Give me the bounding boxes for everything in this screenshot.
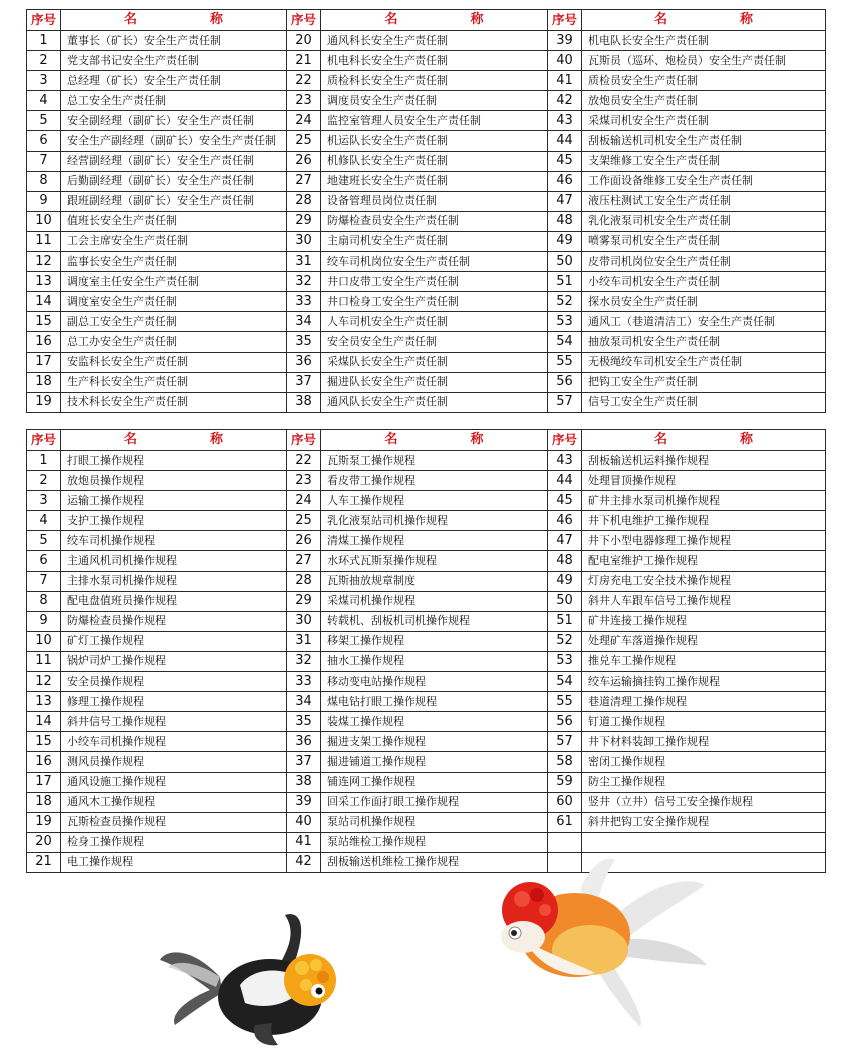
row-number: 40 (548, 51, 582, 71)
row-title: 竖井（立井）信号工安全操作规程 (582, 792, 826, 812)
header-name: 名 称 (321, 10, 548, 31)
row-title: 乳化液泵站司机操作规程 (321, 511, 548, 531)
row-title: 泵站司机操作规程 (321, 812, 548, 832)
row-number: 10 (27, 631, 61, 651)
row-title: 运输工操作规程 (61, 491, 287, 511)
header-name: 名 称 (582, 10, 826, 31)
row-title: 抽水工操作规程 (321, 651, 548, 671)
row-title: 皮带司机岗位安全生产责任制 (582, 252, 826, 272)
row-number: 5 (27, 531, 61, 551)
row-title: 处理矿车落道操作规程 (582, 631, 826, 651)
row-number: 8 (27, 591, 61, 611)
table-row (27, 571, 826, 591)
header-num: 序号 (27, 10, 61, 31)
row-title: 防尘工操作规程 (582, 772, 826, 792)
row-number: 12 (27, 672, 61, 692)
row-title: 设备管理员岗位责任制 (321, 191, 548, 211)
row-number: 36 (287, 352, 321, 372)
table-row (27, 392, 826, 412)
row-title: 斜井人车跟车信号工操作规程 (582, 591, 826, 611)
table-row (27, 692, 826, 712)
row-number: 37 (287, 752, 321, 772)
row-number: 26 (287, 151, 321, 171)
row-title: 刮板输送机运料操作规程 (582, 451, 826, 471)
row-title: 瓦斯检查员操作规程 (61, 812, 287, 832)
row-title: 技术科长安全生产责任制 (61, 392, 287, 412)
table-row (27, 732, 826, 752)
row-number: 6 (27, 551, 61, 571)
header-num: 序号 (287, 10, 321, 31)
row-number: 9 (27, 191, 61, 211)
row-number: 50 (548, 252, 582, 272)
row-title: 防爆检查员安全生产责任制 (321, 211, 548, 231)
row-number: 15 (27, 312, 61, 332)
row-title: 监控室管理人员安全生产责任制 (321, 111, 548, 131)
row-number: 3 (27, 71, 61, 91)
row-title: 移架工操作规程 (321, 631, 548, 651)
row-title: 人车工操作规程 (321, 491, 548, 511)
row-number: 32 (287, 651, 321, 671)
row-number: 35 (287, 332, 321, 352)
table-row (27, 332, 826, 352)
row-number: 17 (27, 772, 61, 792)
row-title: 锅炉司炉工操作规程 (61, 651, 287, 671)
header-num: 序号 (287, 430, 321, 451)
row-number: 20 (27, 832, 61, 852)
row-title: 看皮带工操作规程 (321, 471, 548, 491)
row-number: 4 (27, 511, 61, 531)
row-title: 斜井把钩工安全操作规程 (582, 812, 826, 832)
row-number: 19 (27, 392, 61, 412)
row-number: 34 (287, 312, 321, 332)
table-row (27, 471, 826, 491)
row-title: 支护工操作规程 (61, 511, 287, 531)
row-title: 装煤工操作规程 (321, 712, 548, 732)
row-number: 44 (548, 131, 582, 151)
row-title: 掘进铺道工操作规程 (321, 752, 548, 772)
row-title: 机电科长安全生产责任制 (321, 51, 548, 71)
table-header-row (27, 10, 826, 31)
row-title: 矿井连接工操作规程 (582, 611, 826, 631)
row-number: 10 (27, 211, 61, 231)
row-number: 48 (548, 211, 582, 231)
row-number: 56 (548, 372, 582, 392)
table-row (27, 551, 826, 571)
table-row (27, 752, 826, 772)
row-number: 32 (287, 272, 321, 292)
table-row (27, 312, 826, 332)
table-row (27, 71, 826, 91)
row-title: 移动变电站操作规程 (321, 672, 548, 692)
row-title: 总工办安全生产责任制 (61, 332, 287, 352)
row-title: 监事长安全生产责任制 (61, 252, 287, 272)
row-number: 21 (287, 51, 321, 71)
row-number: 3 (27, 491, 61, 511)
row-title: 副总工安全生产责任制 (61, 312, 287, 332)
row-title: 主排水泵司机操作规程 (61, 571, 287, 591)
row-number: 60 (548, 792, 582, 812)
table-row (27, 211, 826, 231)
row-number: 1 (27, 451, 61, 471)
row-title: 调度室安全生产责任制 (61, 292, 287, 312)
row-number: 57 (548, 392, 582, 412)
row-number: 9 (27, 611, 61, 631)
header-num: 序号 (548, 10, 582, 31)
table-row (27, 111, 826, 131)
red-white-goldfish-illustration (495, 855, 710, 1030)
row-title: 总经理（矿长）安全生产责任制 (61, 71, 287, 91)
row-title: 瓦斯泵工操作规程 (321, 451, 548, 471)
row-title: 铺连网工操作规程 (321, 772, 548, 792)
table-row (27, 272, 826, 292)
black-white-goldfish-illustration (160, 905, 360, 1050)
row-number (548, 832, 582, 852)
row-number: 24 (287, 491, 321, 511)
table-row (27, 531, 826, 551)
row-title: 通风队长安全生产责任制 (321, 392, 548, 412)
row-number: 46 (548, 511, 582, 531)
row-title: 灯房充电工安全技术操作规程 (582, 571, 826, 591)
table-row (27, 812, 826, 832)
row-number: 54 (548, 672, 582, 692)
row-title: 井下机电维护工操作规程 (582, 511, 826, 531)
row-title (582, 832, 826, 852)
row-number: 6 (27, 131, 61, 151)
row-title: 电工操作规程 (61, 852, 287, 872)
row-number: 11 (27, 231, 61, 251)
row-title: 钉道工操作规程 (582, 712, 826, 732)
row-number: 61 (548, 812, 582, 832)
row-number: 41 (548, 71, 582, 91)
header-num: 序号 (27, 430, 61, 451)
row-number: 36 (287, 732, 321, 752)
row-title: 通风工（巷道清洁工）安全生产责任制 (582, 312, 826, 332)
row-title: 密闭工操作规程 (582, 752, 826, 772)
row-number: 24 (287, 111, 321, 131)
row-title: 绞车司机操作规程 (61, 531, 287, 551)
row-title: 主扇司机安全生产责任制 (321, 231, 548, 251)
header-name: 名 称 (61, 430, 287, 451)
row-title: 井口皮带工安全生产责任制 (321, 272, 548, 292)
row-title: 小绞车司机操作规程 (61, 732, 287, 752)
row-title: 采煤司机安全生产责任制 (582, 111, 826, 131)
row-number: 7 (27, 571, 61, 591)
row-title: 瓦斯抽放规章制度 (321, 571, 548, 591)
row-number: 31 (287, 631, 321, 651)
table-row (27, 191, 826, 211)
row-title: 通风科长安全生产责任制 (321, 31, 548, 51)
row-title: 掘进队长安全生产责任制 (321, 372, 548, 392)
row-number: 2 (27, 471, 61, 491)
row-title: 绞车司机岗位安全生产责任制 (321, 252, 548, 272)
table-row (27, 231, 826, 251)
header-name: 名 称 (321, 430, 548, 451)
row-number: 5 (27, 111, 61, 131)
table-row (27, 292, 826, 312)
row-title: 防爆检查员操作规程 (61, 611, 287, 631)
row-title: 无极绳绞车司机安全生产责任制 (582, 352, 826, 372)
row-title: 经营副经理（副矿长）安全生产责任制 (61, 151, 287, 171)
row-title: 处理冒顶操作规程 (582, 471, 826, 491)
row-title: 井下小型电器修理工操作规程 (582, 531, 826, 551)
row-title: 人车司机安全生产责任制 (321, 312, 548, 332)
table-row (27, 131, 826, 151)
row-number: 23 (287, 91, 321, 111)
row-title: 工作面设备维修工安全生产责任制 (582, 171, 826, 191)
row-number: 51 (548, 272, 582, 292)
row-title: 机运队长安全生产责任制 (321, 131, 548, 151)
table-row (27, 252, 826, 272)
row-title: 清煤工操作规程 (321, 531, 548, 551)
row-number: 39 (548, 31, 582, 51)
row-number: 30 (287, 231, 321, 251)
row-number: 16 (27, 332, 61, 352)
table-row (27, 792, 826, 812)
row-number: 42 (287, 852, 321, 872)
row-number: 22 (287, 451, 321, 471)
row-title: 质检员安全生产责任制 (582, 71, 826, 91)
row-title: 瓦斯员（巡环、炮检员）安全生产责任制 (582, 51, 826, 71)
row-title: 修理工操作规程 (61, 692, 287, 712)
row-number: 33 (287, 672, 321, 692)
row-title: 安全副经理（副矿长）安全生产责任制 (61, 111, 287, 131)
row-title: 配电盘值班员操作规程 (61, 591, 287, 611)
row-number: 47 (548, 191, 582, 211)
table-row (27, 651, 826, 671)
table-row (27, 491, 826, 511)
table-row (27, 611, 826, 631)
row-title: 通风设施工操作规程 (61, 772, 287, 792)
row-number: 16 (27, 752, 61, 772)
row-title: 工会主席安全生产责任制 (61, 231, 287, 251)
row-number: 40 (287, 812, 321, 832)
header-name: 名 称 (61, 10, 287, 31)
row-number: 46 (548, 171, 582, 191)
row-number: 25 (287, 131, 321, 151)
row-number: 22 (287, 71, 321, 91)
row-number: 25 (287, 511, 321, 531)
row-title: 总工安全生产责任制 (61, 91, 287, 111)
row-number: 2 (27, 51, 61, 71)
row-title: 机电队长安全生产责任制 (582, 31, 826, 51)
table-row (27, 171, 826, 191)
row-title: 液压柱测试工安全生产责任制 (582, 191, 826, 211)
table-header-row (27, 430, 826, 451)
row-number: 45 (548, 491, 582, 511)
row-title: 矿灯工操作规程 (61, 631, 287, 651)
row-title: 采煤队长安全生产责任制 (321, 352, 548, 372)
row-number: 21 (27, 852, 61, 872)
row-title: 生产科长安全生产责任制 (61, 372, 287, 392)
row-number: 27 (287, 551, 321, 571)
row-number: 48 (548, 551, 582, 571)
row-title: 绞车运输摘挂钩工操作规程 (582, 672, 826, 692)
row-number: 55 (548, 692, 582, 712)
table-row (27, 451, 826, 471)
row-title: 调度室主任安全生产责任制 (61, 272, 287, 292)
row-number: 44 (548, 471, 582, 491)
responsibility-table (26, 9, 826, 413)
row-number: 4 (27, 91, 61, 111)
row-number: 51 (548, 611, 582, 631)
row-number: 33 (287, 292, 321, 312)
row-title: 推兑车工操作规程 (582, 651, 826, 671)
row-title: 质检科长安全生产责任制 (321, 71, 548, 91)
row-number: 59 (548, 772, 582, 792)
table-row (27, 832, 826, 852)
row-number: 26 (287, 531, 321, 551)
row-number: 11 (27, 651, 61, 671)
procedure-table (26, 429, 826, 873)
row-number: 45 (548, 151, 582, 171)
table-row (27, 672, 826, 692)
table-row (27, 31, 826, 51)
row-number: 15 (27, 732, 61, 752)
row-number: 53 (548, 651, 582, 671)
row-number: 8 (27, 171, 61, 191)
table-row (27, 772, 826, 792)
row-number: 55 (548, 352, 582, 372)
row-number: 12 (27, 252, 61, 272)
row-title: 后勤副经理（副矿长）安全生产责任制 (61, 171, 287, 191)
row-title: 地建班长安全生产责任制 (321, 171, 548, 191)
row-title: 值班长安全生产责任制 (61, 211, 287, 231)
row-number: 34 (287, 692, 321, 712)
row-title: 安全员操作规程 (61, 672, 287, 692)
row-title: 回采工作面打眼工操作规程 (321, 792, 548, 812)
row-number: 13 (27, 692, 61, 712)
row-number: 29 (287, 591, 321, 611)
row-number: 39 (287, 792, 321, 812)
row-title: 巷道清理工操作规程 (582, 692, 826, 712)
table-row (27, 712, 826, 732)
row-number: 17 (27, 352, 61, 372)
row-title: 检身工操作规程 (61, 832, 287, 852)
table-row (27, 591, 826, 611)
row-number: 13 (27, 272, 61, 292)
row-number: 47 (548, 531, 582, 551)
row-number: 57 (548, 732, 582, 752)
row-number: 54 (548, 332, 582, 352)
header-name: 名 称 (582, 430, 826, 451)
row-title: 配电室维护工操作规程 (582, 551, 826, 571)
row-title: 测风员操作规程 (61, 752, 287, 772)
row-title: 主通风机司机操作规程 (61, 551, 287, 571)
row-number: 18 (27, 372, 61, 392)
table-row (27, 631, 826, 651)
row-title: 信号工安全生产责任制 (582, 392, 826, 412)
row-title: 井口检身工安全生产责任制 (321, 292, 548, 312)
row-number: 49 (548, 571, 582, 591)
header-num: 序号 (548, 430, 582, 451)
row-number: 56 (548, 712, 582, 732)
row-number: 28 (287, 191, 321, 211)
row-title: 安全生产副经理（副矿长）安全生产责任制 (61, 131, 287, 151)
row-title: 矿井主排水泵司机操作规程 (582, 491, 826, 511)
row-title: 泵站维检工操作规程 (321, 832, 548, 852)
row-title: 转载机、刮板机司机操作规程 (321, 611, 548, 631)
row-number: 53 (548, 312, 582, 332)
row-number: 19 (27, 812, 61, 832)
row-title: 党支部书记安全生产责任制 (61, 51, 287, 71)
row-number: 28 (287, 571, 321, 591)
table-row (27, 91, 826, 111)
row-number: 38 (287, 772, 321, 792)
row-number: 20 (287, 31, 321, 51)
row-title: 通风木工操作规程 (61, 792, 287, 812)
row-number: 43 (548, 451, 582, 471)
table-row (27, 352, 826, 372)
row-number: 23 (287, 471, 321, 491)
row-number: 7 (27, 151, 61, 171)
row-title: 放炮员安全生产责任制 (582, 91, 826, 111)
row-number: 31 (287, 252, 321, 272)
row-title: 放炮员操作规程 (61, 471, 287, 491)
row-number: 1 (27, 31, 61, 51)
row-number: 49 (548, 231, 582, 251)
row-number: 35 (287, 712, 321, 732)
row-title: 安监科长安全生产责任制 (61, 352, 287, 372)
row-number: 58 (548, 752, 582, 772)
table-row (27, 372, 826, 392)
row-title: 安全员安全生产责任制 (321, 332, 548, 352)
row-number: 38 (287, 392, 321, 412)
row-title: 井下材料装卸工操作规程 (582, 732, 826, 752)
row-number: 42 (548, 91, 582, 111)
row-number: 52 (548, 292, 582, 312)
row-number: 27 (287, 171, 321, 191)
row-title: 跟班副经理（副矿长）安全生产责任制 (61, 191, 287, 211)
row-title: 打眼工操作规程 (61, 451, 287, 471)
row-title: 刮板输送机维检工操作规程 (321, 852, 548, 872)
table-row (27, 51, 826, 71)
row-number: 29 (287, 211, 321, 231)
row-number: 30 (287, 611, 321, 631)
row-title: 董事长（矿长）安全生产责任制 (61, 31, 287, 51)
table-row (27, 151, 826, 171)
row-title: 斜井信号工操作规程 (61, 712, 287, 732)
row-number: 43 (548, 111, 582, 131)
row-number: 52 (548, 631, 582, 651)
row-number: 14 (27, 712, 61, 732)
row-title: 小绞车司机安全生产责任制 (582, 272, 826, 292)
row-number: 41 (287, 832, 321, 852)
row-title: 煤电钻打眼工操作规程 (321, 692, 548, 712)
row-title: 支架维修工安全生产责任制 (582, 151, 826, 171)
table-row (27, 511, 826, 531)
row-number: 37 (287, 372, 321, 392)
row-title: 喷雾泵司机安全生产责任制 (582, 231, 826, 251)
row-number: 14 (27, 292, 61, 312)
row-title: 掘进支架工操作规程 (321, 732, 548, 752)
row-title: 探水员安全生产责任制 (582, 292, 826, 312)
row-title: 调度员安全生产责任制 (321, 91, 548, 111)
row-title: 刮板输送机司机安全生产责任制 (582, 131, 826, 151)
row-number: 50 (548, 591, 582, 611)
row-title: 把钩工安全生产责任制 (582, 372, 826, 392)
row-title: 机修队长安全生产责任制 (321, 151, 548, 171)
row-title: 抽放泵司机安全生产责任制 (582, 332, 826, 352)
row-number: 18 (27, 792, 61, 812)
row-title: 采煤司机操作规程 (321, 591, 548, 611)
row-title: 水环式瓦斯泵操作规程 (321, 551, 548, 571)
row-title: 乳化液泵司机安全生产责任制 (582, 211, 826, 231)
